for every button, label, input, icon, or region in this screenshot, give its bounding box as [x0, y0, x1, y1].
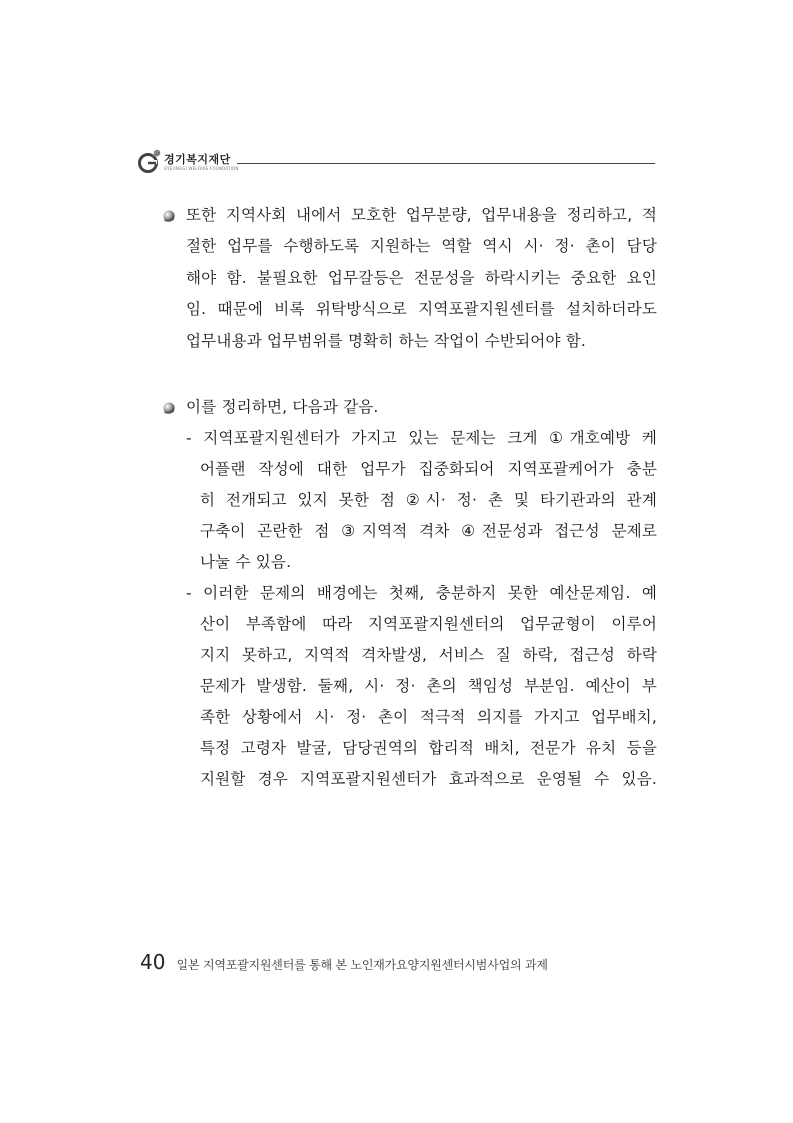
org-name: 경기복지재단 [164, 153, 231, 166]
list-item-line: 특정 고령자 발굴, 담당권역의 합리적 배치, 전문가 유치 등을 [200, 739, 657, 757]
text-line: 업무내용과 업무범위를 명확히 하는 작업이 수반되어야 함. [186, 332, 587, 350]
page-footer [140, 950, 548, 974]
page-number: 40 [140, 950, 166, 974]
list-item-line: 지지 못하고, 지역적 격차발생, 서비스 질 하락, 접근성 하락 [200, 646, 657, 664]
text-line: 절한 업무를 수행하도록 지원하는 역할 역시 시· 정· 촌이 담당 [186, 237, 657, 255]
text-line: 해야 함. 불필요한 업무갈등은 전문성을 하락시키는 중요한 요인 [186, 269, 657, 287]
list-item-line: - 지역포괄지원센터가 가지고 있는 문제는 크게 ①개호예방 케 [186, 429, 657, 447]
list-item-line: 지원할 경우 지역포괄지원센터가 효과적으로 운영될 수 있음. [200, 770, 657, 788]
page-header [137, 148, 655, 176]
list-item-line: 나눌 수 있음. [200, 553, 292, 571]
header-divider [237, 163, 655, 164]
list-item-line: 족한 상황에서 시· 정· 촌이 적극적 의지를 가지고 업무배치, [200, 708, 657, 726]
sphere-bullet-icon [162, 401, 176, 415]
paragraph-2 [162, 392, 657, 812]
list-item-line: 문제가 발생함. 둘째, 시· 정· 촌의 책임성 부분임. 예산이 부 [200, 677, 657, 695]
list-item-line: 히 전개되고 있지 못한 점 ②시· 정· 촌 및 타기관과의 관계 [200, 491, 657, 509]
sphere-bullet-icon [162, 209, 176, 223]
text-line: 임. 때문에 비록 위탁방식으로 지역포괄지원센터를 설치하더라도 [186, 300, 657, 318]
running-title: 일본 지역포괄지원센터를 통해 본 노인재가요양지원센터시범사업의 과제 [176, 958, 548, 972]
foundation-logo-icon [137, 148, 163, 174]
list-item-line: 어플랜 작성에 대한 업무가 집중화되어 지역포괄케어가 충분 [200, 460, 657, 478]
org-subtitle: GYEONGGI WELFARE FOUNDATION [164, 166, 239, 171]
list-item-line: 구축이 곤란한 점 ③지역적 격차 ④전문성과 접근성 문제로 [200, 522, 657, 540]
paragraph-intro: 이를 정리하면, 다음과 같음. [186, 398, 379, 416]
list-item-line: - 이러한 문제의 배경에는 첫째, 충분하지 못한 예산문제임. 예 [186, 584, 657, 602]
text-line: 또한 지역사회 내에서 모호한 업무분량, 업무내용을 정리하고, 적 [186, 206, 657, 224]
list-item-line: 산이 부족함에 따라 지역포괄지원센터의 업무균형이 이루어 [200, 615, 657, 633]
paragraph-1 [162, 200, 657, 360]
